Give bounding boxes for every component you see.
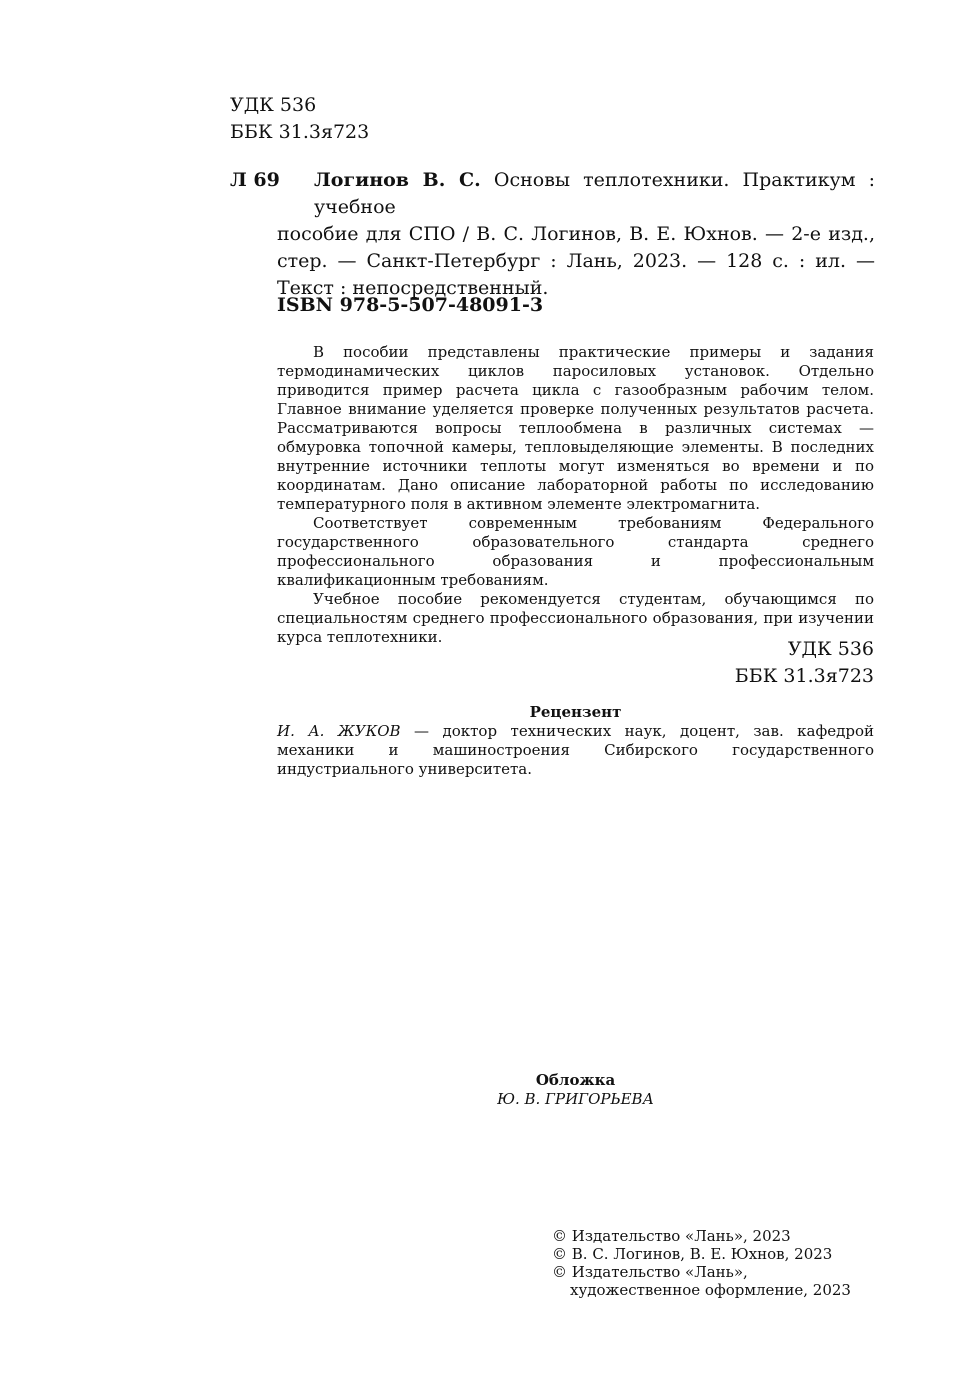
reviewer-block <box>277 703 874 779</box>
bottom-udk: УДК 536 <box>787 638 874 660</box>
entry-title: Основы теплотехники. Практикум : учебное <box>314 169 875 218</box>
entry-rest: пособие для СПО / В. С. Логинов, В. Е. Юхнов. — 2-е изд., стер. — Санкт-Петербург : Лань, 2023. — 128 с. : ил. — Текст : непосредственный. <box>277 223 875 299</box>
annotation-paragraph-3: Учебное пособие рекомендуется студентам, обучающимся по специальностям среднего профессионального образования, при изучении курса теплотехники. <box>277 590 874 646</box>
copyright-block <box>552 1227 851 1299</box>
copyright-line-1: © Издательство «Лань», 2023 <box>552 1227 791 1245</box>
cover-block <box>277 1071 874 1109</box>
top-udk: УДК 536 <box>230 94 317 116</box>
copyright-line-2: © В. С. Логинов, В. Е. Юхнов, 2023 <box>552 1245 833 1263</box>
annotation-paragraph-2: Соответствует современным требованиям Федерального государственного образовательного стандарта среднего профессионального образования и профессиональным квалификационным требованиям. <box>277 514 874 589</box>
cover-designer: Ю. В. ГРИГОРЬЕВА <box>497 1090 654 1108</box>
top-bbk: ББК 31.3я723 <box>230 121 370 143</box>
reviewer-title: Рецензент <box>529 703 622 721</box>
entry-author: Логинов В. С. <box>314 169 481 191</box>
bottom-bbk: ББК 31.3я723 <box>734 665 874 687</box>
entry-first-line <box>314 167 875 221</box>
annotation-paragraph-1: В пособии представлены практические примеры и задания термодинамических циклов паросиловых установок. Отдельно приводится пример расчета цикла с газообразным рабочим телом. Главное внимание уделяется проверке полученных результатов расчета. Рассматриваются вопросы теплообмена в различных системах — обмуровка топочной камеры, тепловыделяющие элементы. В последних внутренние источники теплоты могут изменяться во времени и по координатам. Дано описание лабораторной работы по исследованию температурного поля в активном элементе электромагнита. <box>277 343 874 513</box>
entry-text <box>277 167 875 302</box>
author-mark: Л 69 <box>230 169 280 191</box>
reviewer-text <box>277 722 874 779</box>
bottom-classification <box>735 636 874 690</box>
bibliographic-entry <box>230 167 875 302</box>
reviewer-description: — доктор технических наук, доцент, зав. кафедрой механики и машиностроения Сибирского государственного индустриального университета. <box>277 722 874 778</box>
reviewer-name: И. А. ЖУКОВ <box>277 722 401 740</box>
isbn: ISBN 978-5-507-48091-3 <box>277 294 544 316</box>
copyright-line-3: © Издательство «Лань», <box>552 1263 748 1281</box>
annotation <box>277 343 874 647</box>
top-classification <box>230 92 369 146</box>
copyright-line-4: художественное оформление, 2023 <box>570 1281 851 1299</box>
cover-title: Обложка <box>535 1071 616 1089</box>
